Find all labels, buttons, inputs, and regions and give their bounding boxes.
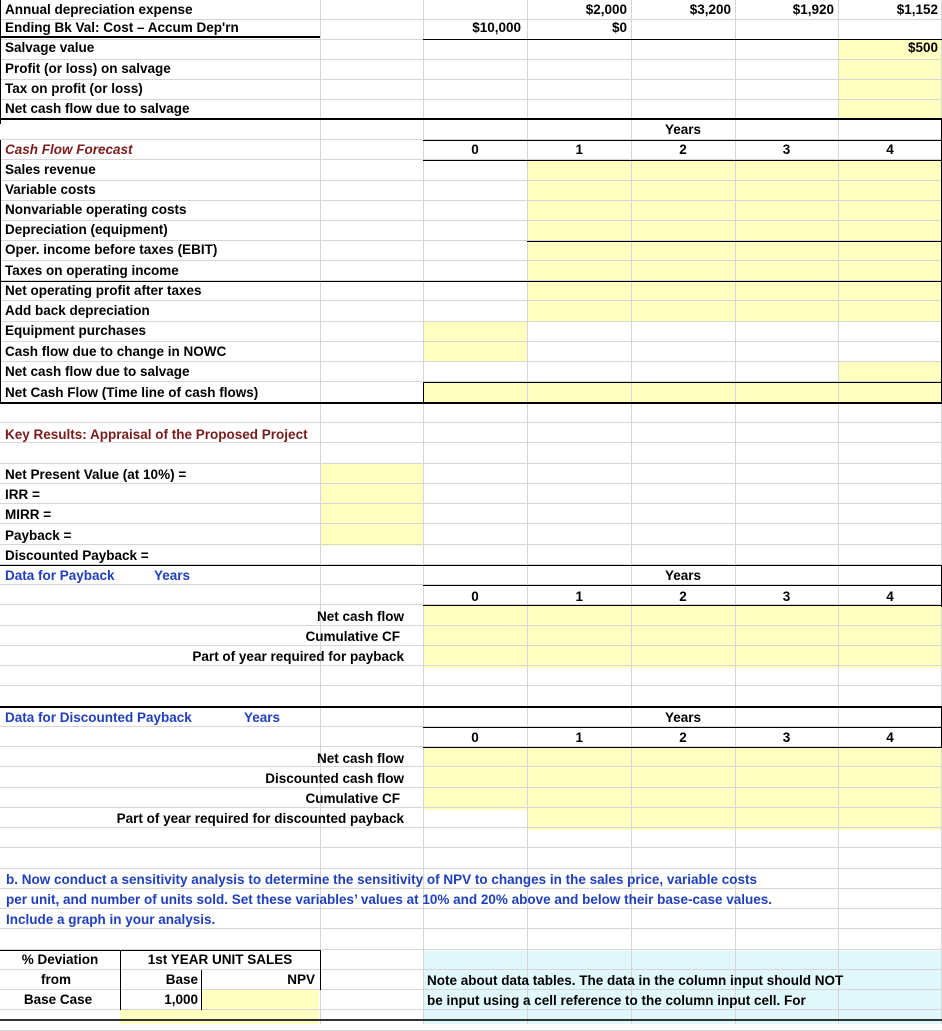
payback-year-3: 3 <box>782 589 791 604</box>
disc-cumulative-label: Cumulative CF <box>305 791 400 806</box>
payback-year-4: 4 <box>886 589 894 604</box>
table-base-value[interactable]: 1,000 <box>164 992 198 1007</box>
cff-row-addback: Add back depreciation <box>5 303 150 318</box>
irr-label: IRR = <box>5 487 40 502</box>
sensitivity-line-3: Include a graph in your analysis. <box>6 912 216 927</box>
key-results-title: Key Results: Appraisal of the Proposed Project <box>5 427 308 442</box>
dep-y4: $1,152 <box>896 2 938 17</box>
cff-row-taxes: Taxes on operating income <box>5 263 179 278</box>
mirr-label: MIRR = <box>5 507 52 522</box>
disc-years-blue: Years <box>244 710 281 725</box>
table-npv-label: NPV <box>287 972 315 987</box>
disc-year-4: 4 <box>886 730 894 745</box>
table-base-case-label: Base Case <box>23 992 93 1007</box>
cff-row-ebit: Oper. income before taxes (EBIT) <box>5 242 218 257</box>
cff-row-varcost: Variable costs <box>5 182 96 197</box>
ending-bk-label: Ending Bk Val: Cost – Accum Dep'rn <box>5 20 239 35</box>
dep-y3: $1,920 <box>792 2 834 17</box>
payback-cumulative-label: Cumulative CF <box>305 629 400 644</box>
payback-years-blue: Years <box>154 568 191 583</box>
cff-row-sales: Sales revenue <box>5 162 96 177</box>
cff-row-salvage: Net cash flow due to salvage <box>5 364 190 379</box>
disc-part-label: Part of year required for discounted payback <box>116 811 404 826</box>
disc-title: Data for Discounted Payback <box>5 710 192 725</box>
cff-year-4: 4 <box>886 142 894 157</box>
tax-label: Tax on profit (or loss) <box>5 81 143 96</box>
cff-years-label: Years <box>664 122 702 137</box>
cff-row-equip: Equipment purchases <box>5 323 147 338</box>
dep-y2: $3,200 <box>689 2 731 17</box>
table-deviation-label: % Deviation <box>21 952 99 967</box>
disc-year-1: 1 <box>575 730 583 745</box>
ending-bk-y1: $0 <box>611 20 627 35</box>
payback-years-label: Years <box>664 568 702 583</box>
table-base-label: Base <box>165 972 198 987</box>
sensitivity-line-1: b. Now conduct a sensitivity analysis to determine the sensitivity of NPV to changes in the sales price, variable costs <box>6 872 757 887</box>
ending-bk-y0: $10,000 <box>472 20 521 35</box>
cff-row-nonvar: Nonvariable operating costs <box>5 202 187 217</box>
npv-label: Net Present Value (at 10%) = <box>5 467 187 482</box>
disc-netcash-label: Net cash flow <box>316 751 404 766</box>
cff-row-nopat: Net operating profit after taxes <box>5 283 202 298</box>
disc-years-label: Years <box>664 710 702 725</box>
disc-year-0: 0 <box>471 730 479 745</box>
table-from-label: from <box>41 972 71 987</box>
payback-netcash-label: Net cash flow <box>316 609 404 624</box>
cff-year-0: 0 <box>471 142 479 157</box>
disc-discounted-label: Discounted cash flow <box>265 771 404 786</box>
cff-row-nowc: Cash flow due to change in NOWC <box>5 344 227 359</box>
cff-row-netcash: Net Cash Flow (Time line of cash flows) <box>5 385 259 400</box>
payback-year-1: 1 <box>575 589 583 604</box>
salvage-y4: $500 <box>907 40 938 55</box>
dep-y1: $2,000 <box>585 2 627 17</box>
cff-year-1: 1 <box>575 142 583 157</box>
payback-year-2: 2 <box>679 589 687 604</box>
payback-year-0: 0 <box>471 589 479 604</box>
cff-title: Cash Flow Forecast <box>5 142 133 157</box>
annual-dep-label: Annual depreciation expense <box>5 2 193 17</box>
note-line-1: Note about data tables. The data in the column input should NOT <box>427 973 844 988</box>
cff-row-dep: Depreciation (equipment) <box>5 222 168 237</box>
cff-year-2: 2 <box>679 142 687 157</box>
table-unit-sales-header: 1st YEAR UNIT SALES <box>147 952 293 967</box>
payback-title: Data for Payback <box>5 568 115 583</box>
disc-year-3: 3 <box>782 730 791 745</box>
note-line-2: be input using a cell reference to the column input cell. For <box>427 993 806 1008</box>
cff-year-3: 3 <box>782 142 791 157</box>
netcash-salvage-label: Net cash flow due to salvage <box>5 101 190 116</box>
payback-label: Payback = <box>5 528 72 543</box>
salvage-label: Salvage value <box>5 40 95 55</box>
profit-label: Profit (or loss) on salvage <box>5 61 171 76</box>
disc-payback-label: Discounted Payback = <box>5 548 149 563</box>
payback-part-label: Part of year required for payback <box>192 649 404 664</box>
disc-year-2: 2 <box>679 730 687 745</box>
sensitivity-line-2: per unit, and number of units sold. Set these variables’ values at 10% and 20% above and below their base-case values. <box>6 892 773 907</box>
